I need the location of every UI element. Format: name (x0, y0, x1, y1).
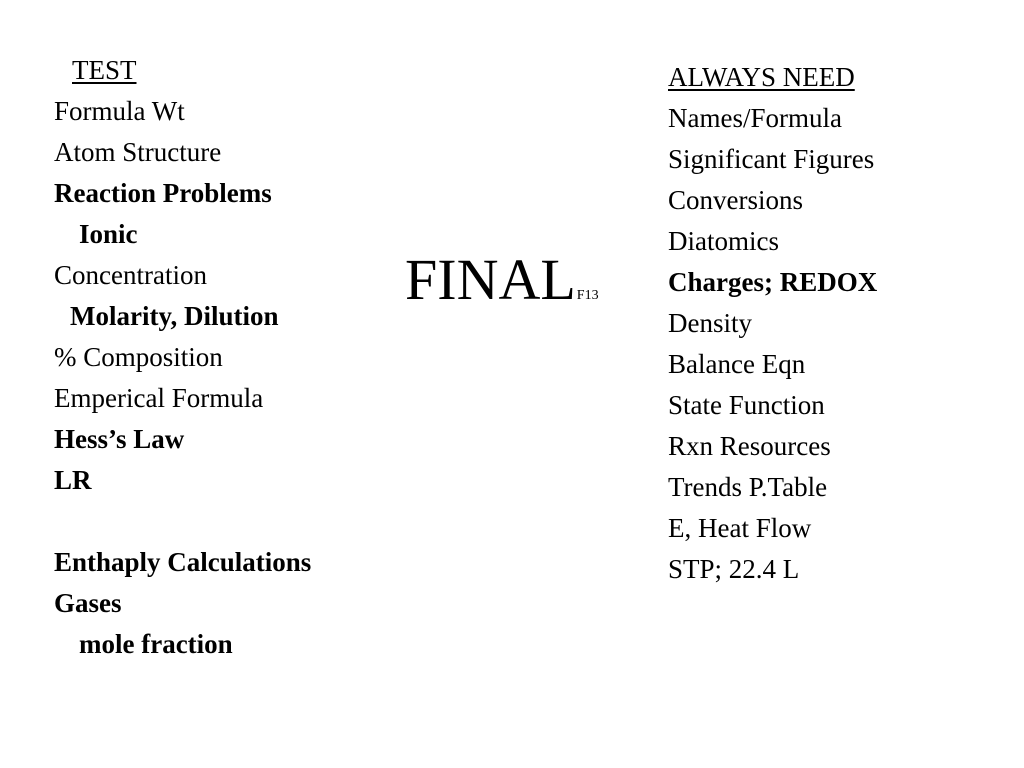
list-item-significant-figures: Significant Figures (668, 144, 875, 174)
always-need-list (668, 57, 877, 590)
list-item-state-function: State Function (668, 390, 825, 420)
always-need-heading (668, 57, 877, 98)
list-item-conversions: Conversions (668, 185, 803, 215)
list-item-rxn-resources: Rxn Resources (668, 431, 831, 461)
always-need-heading-text: ALWAYS NEED (668, 62, 855, 92)
list-item-reaction-problems: Reaction Problems (54, 178, 272, 208)
page-title-text: FINAL (405, 247, 576, 312)
list-item-emperical-formula: Emperical Formula (54, 383, 264, 413)
list-item-atom-structure: Atom Structure (54, 137, 222, 167)
test-heading-text: TEST (72, 55, 137, 85)
list-item-charges-redox: Charges; REDOX (668, 267, 878, 297)
test-topics-list (54, 50, 311, 665)
list-item-formula-wt: Formula Wt (54, 96, 185, 126)
page-title (405, 245, 599, 331)
page-title-subscript: F13 (576, 288, 599, 303)
list-item-percent-composition: % Composition (54, 342, 223, 372)
list-item-diatomics: Diatomics (668, 226, 779, 256)
list-spacer (54, 501, 311, 542)
list-item-e-heat-flow: E, Heat Flow (668, 513, 812, 543)
list-item-concentration: Concentration (54, 260, 207, 290)
list-item-lr: LR (54, 465, 92, 495)
list-item-hess-law: Hess’s Law (54, 424, 185, 454)
list-item-ionic: Ionic (79, 219, 138, 249)
list-item-names-formula: Names/Formula (668, 103, 842, 133)
list-item-enthaply-calculations: Enthaply Calculations (54, 547, 312, 577)
list-item-molarity-dilution: Molarity, Dilution (70, 301, 279, 331)
list-item-gases: Gases (54, 588, 122, 618)
list-item-density: Density (668, 308, 752, 338)
list-item-stp: STP; 22.4 L (668, 554, 800, 584)
list-item-balance-eqn: Balance Eqn (668, 349, 806, 379)
test-heading (54, 50, 311, 91)
list-item-mole-fraction: mole fraction (79, 629, 233, 659)
list-item-trends-p-table: Trends P.Table (668, 472, 828, 502)
